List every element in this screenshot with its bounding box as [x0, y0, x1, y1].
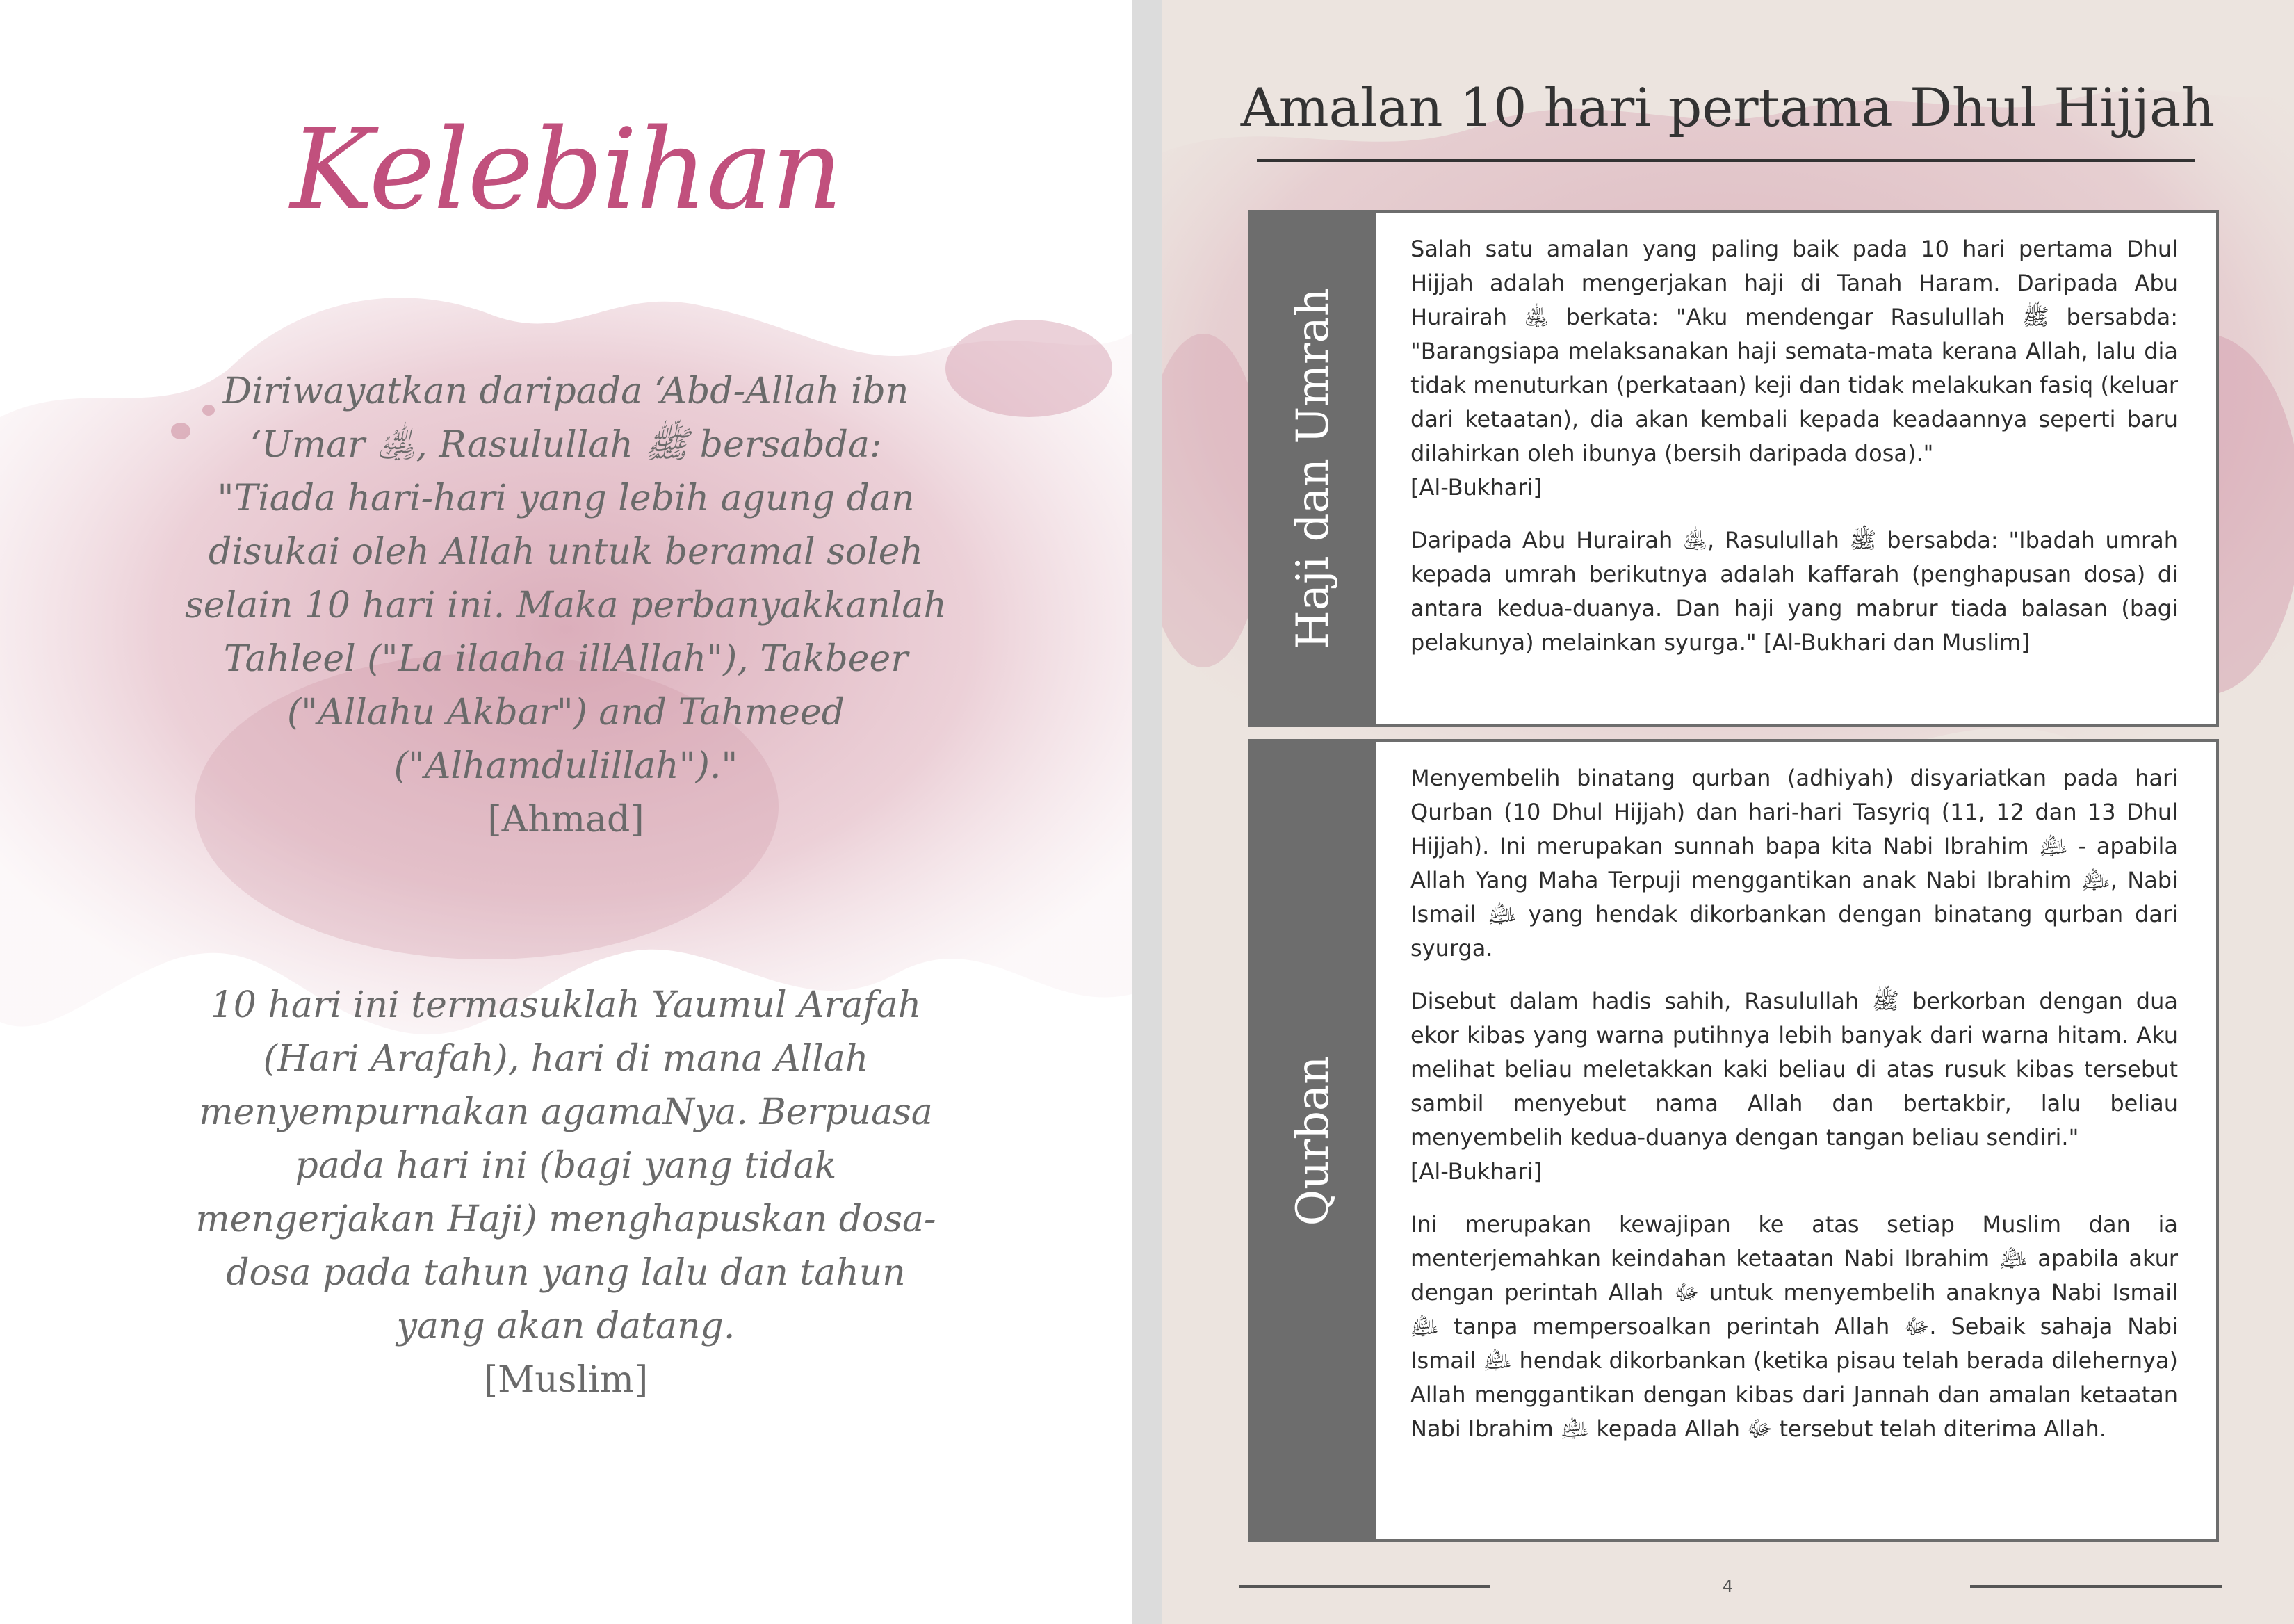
arafah-line: dosa pada tahun yang lalu dan tahun — [226, 1252, 906, 1294]
section-label-band — [1251, 213, 1376, 724]
arafah-paragraph — [139, 979, 993, 1407]
page-number: 4 — [1722, 1577, 1734, 1596]
page-title: Amalan 10 hari pertama Dhul Hijjah — [1240, 76, 2215, 138]
arafah-line: 10 hari ini termasuklah Yaumul Arafah — [210, 984, 922, 1026]
quote-line: Diriwayatkan daripada ‘Abd-Allah ibn — [222, 371, 909, 412]
arafah-line: yang akan datang. — [396, 1306, 735, 1347]
section-label-band — [1251, 742, 1376, 1539]
hadith-quote — [139, 365, 993, 847]
quote-line: ("Alhamdulillah")." — [393, 745, 738, 787]
arafah-line: menyempurnakan agamaNya. Berpuasa — [199, 1091, 933, 1133]
page-title: Kelebihan — [290, 104, 842, 234]
quote-line: ("Allahu Akbar") and Tahmeed — [286, 692, 845, 733]
quote-line: Tahleel ("La ilaaha illAllah"), Takbeer — [223, 638, 909, 680]
footer-rule-right — [1970, 1585, 2222, 1588]
paragraph: Menyembelih binatang qurban (adhiyah) disyariatkan pada hari Qurban (10 Dhul Hijjah) dan hari-hari Tasyriq (11, 12 dan 13 Dhul Hijjah). Ini merupakan sunnah bapa kita Nabi Ibrahim ﵇ - apabila Allah Yang Maha Terpuji menggantikan anak Nabi Ibrahim ﵇, Nabi Ismail ﵇ yang hendak dikorbankan dengan binatang qurban dari syurga. — [1410, 765, 2178, 961]
quote-line: selain 10 hari ini. Maka perbanyakkanlah — [185, 585, 947, 626]
arafah-line: mengerjakan Haji) menghapuskan dosa- — [195, 1199, 936, 1240]
citation: [Al-Bukhari] — [1410, 1158, 1542, 1185]
paragraph: Ini merupakan kewajipan ke atas setiap Muslim dan ia menterjemahkan keindahan ketaatan Nabi Ibrahim ﵇ apabila akur dengan perintah Allah ﷻ untuk menyembelih anaknya Nabi Ismail ﵇ tanpa mempersoalkan perintah Allah ﷻ. Sebaik sahaja Nabi Ismail ﵇ hendak dikorbankan (ketika pisau telah berada dilehernya) Allah menggantikan dengan kibas dari Jannah dan amalan ketaatan Nabi Ibrahim ﵇ kepada Allah ﷻ tersebut telah diterima Allah. — [1410, 1211, 2179, 1442]
arafah-source: [Muslim] — [483, 1359, 649, 1401]
quote-source: [Ahmad] — [487, 799, 644, 841]
right-page — [1162, 0, 2294, 1624]
paragraph: Disebut dalam hadis sahih, Rasulullah ﷺ berkorban dengan dua ekor kibas yang warna putihnya lebih banyak dari warna hitam. Aku melihat beliau meletakkan kaki beliau di atas rusuk kibas tersebut sambil menyebut nama Allah dan bertakbir, lalu beliau menyembelih kedua-duanya dengan tangan beliau sendiri." — [1410, 988, 2179, 1151]
paragraph: Salah satu amalan yang paling baik pada 10 hari pertama Dhul Hijjah adalah mengerjakan haji di Tanah Haram. Daripada Abu Hurairah ﵁ berkata: "Aku mendengar Rasulullah ﷺ bersabda: "Barangsiapa melaksanakan haji semata-mata kerana Allah, lalu dia tidak menuturkan (perkataan) keji dan tidak melakukan fasiq (keluar dari ketaatan), dia akan kembali kepada keadaannya seperti baru dilahirkan oleh ibunya (bersih daripada dosa)." — [1410, 236, 2179, 466]
quote-line: disukai oleh Allah untuk beramal soleh — [208, 531, 923, 573]
arafah-line: (Hari Arafah), hari di mana Allah — [263, 1038, 869, 1080]
quote-line: ‘Umar ﵁, Rasulullah ﷺ bersabda: — [250, 424, 882, 466]
section-qurban — [1248, 739, 2219, 1542]
section-body — [1410, 761, 2178, 1465]
paragraph: Daripada Abu Hurairah ﵁, Rasulullah ﷺ bersabda: "Ibadah umrah kepada umrah berikutnya adalah kaffarah (penghapusan dosa) di antara kedua-duanya. Dan haji yang mabrur tiada balasan (bagi pelakunya) melainkan syurga." [Al-Bukhari dan Muslim] — [1410, 527, 2179, 656]
quote-line: "Tiada hari-hari yang lebih agung dan — [217, 478, 915, 519]
section-haji-umrah — [1248, 210, 2219, 727]
citation: [Al-Bukhari] — [1410, 474, 1542, 501]
section-label: Qurban — [1287, 1055, 1339, 1226]
title-divider — [1257, 159, 2195, 162]
left-page — [0, 0, 1132, 1624]
section-body — [1410, 232, 2178, 679]
section-label: Haji dan Umrah — [1287, 288, 1339, 649]
arafah-line: pada hari ini (bagi yang tidak — [295, 1145, 837, 1187]
